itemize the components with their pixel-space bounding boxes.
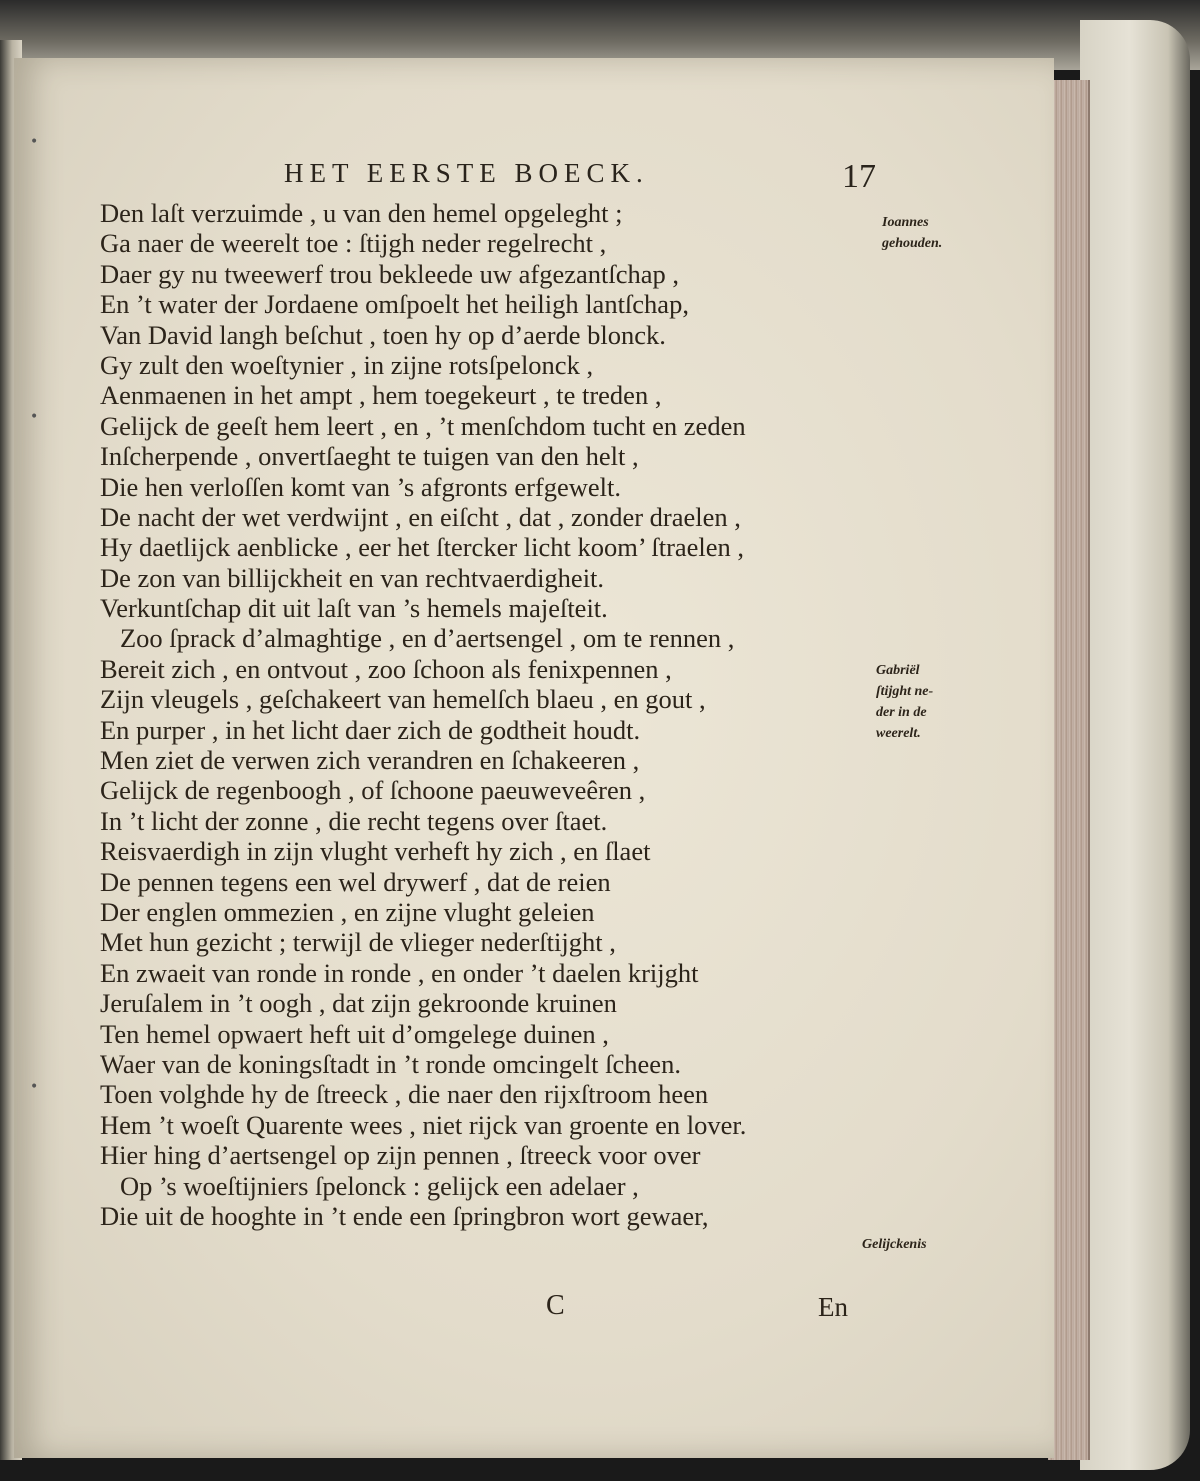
vellum-cover [1080, 20, 1190, 1470]
poem-line: Waer van de koningsſtadt in ’t ronde omcingelt ſcheen. [100, 1048, 681, 1079]
poem-line: De nacht der wet verdwijnt , en eiſcht , dat , zonder draelen , [100, 501, 741, 532]
poem-line: Gelijck de regenboogh , of ſchoone paeuweveêren , [100, 775, 646, 806]
poem-line: Die uit de hooghte in ’t ende een ſpringbron wort gewaer, [100, 1200, 709, 1231]
poem-line: En purper , in het licht daer zich de godtheit houdt. [100, 714, 641, 745]
poem-line: Reisvaerdigh in zijn vlught verheft hy zich , en ſlaet [100, 836, 651, 867]
margin-note-line: gehouden. [882, 236, 943, 251]
gutter-dot-icon: • [30, 1079, 39, 1095]
margin-note-gelijckenis [862, 1234, 927, 1255]
poem-line: Men ziet de verwen zich verandren en ſchakeeren , [100, 745, 640, 776]
margin-note-line: der in de [876, 705, 927, 720]
poem-line: Aenmaenen in het ampt , hem toegekeurt , te treden , [100, 380, 662, 411]
poem-line: Hier hing d’aertsengel op zijn pennen , ſtreeck voor over [100, 1140, 701, 1171]
margin-note-line: ſtijght ne- [876, 684, 934, 699]
poem-line: Inſcherpende , onvertſaeght te tuigen van den helt , [100, 441, 639, 472]
poem-line: Hem ’t woeſt Quarente wees , niet rijck van groente en lover. [100, 1109, 747, 1140]
poem-line: Die hen verloſſen komt van ’s afgronts erfgewelt. [100, 471, 622, 502]
gutter-dot-icon: • [30, 409, 39, 425]
margin-note-line: weerelt. [876, 726, 921, 741]
page-number: 17 [842, 158, 876, 195]
poem-line: Met hun gezicht ; terwijl de vlieger nederſtijght , [100, 927, 616, 958]
margin-note-line: Ioannes [882, 215, 929, 230]
poem-line: Zoo ſprack d’almaghtige , en d’aertsengel , om te rennen , [120, 623, 735, 654]
poem-line: Toen volghde hy de ſtreeck , die naer den rijxſtroom heen [100, 1079, 709, 1110]
poem-line: Van David langh beſchut , toen hy op d’aerde blonck. [100, 319, 666, 350]
margin-note-gabriel [876, 660, 933, 744]
running-head: HET EERSTE BOECK. [284, 158, 649, 188]
poem-line: Zijn vleugels , geſchakeert van hemelſch blaeu , en gout , [100, 684, 706, 715]
poem-line: Ten hemel opwaert heft uit d’omgelege duinen , [100, 1018, 609, 1049]
poem-line: Ga naer de weerelt toe : ſtijgh neder regelrecht , [100, 228, 607, 259]
poem-text [100, 198, 870, 1231]
poem-line: Der englen ommezien , en zijne vlught geleien [100, 896, 595, 927]
poem-line: Gelijck de geeſt hem leert , en , ’t menſchdom tucht en zeden [100, 410, 746, 441]
poem-line: De pennen tegens een wel drywerf , dat de reien [100, 866, 611, 897]
poem-line: Daer gy nu tweewerf trou bekleede uw afgezantſchap , [100, 258, 680, 289]
poem-line: Bereit zich , en ontvout , zoo ſchoon als fenixpennen , [100, 653, 672, 684]
catchword: En [818, 1292, 848, 1322]
poem-line: Hy daetlijck aenblicke , eer het ſtercker licht koom’ ſtraelen , [100, 532, 745, 563]
poem-line: En zwaeit van ronde in ronde , en onder ’t daelen krijght [100, 957, 699, 988]
page-fore-edge [1048, 80, 1090, 1460]
poem-line: De zon van billijckheit en van rechtvaerdigheit. [100, 562, 605, 593]
margin-note-line: Gelijckenis [862, 1237, 927, 1252]
poem-line: Den laſt verzuimde , u van den hemel opgeleght ; [100, 198, 623, 228]
margin-note-ioannes [882, 212, 942, 254]
poem-line: Verkuntſchap dit uit laſt van ’s hemels majeſteit. [100, 593, 608, 624]
poem-line: Op ’s woeſtijniers ſpelonck : gelijck een adelaer , [120, 1170, 639, 1201]
margin-note-line: Gabriël [876, 663, 920, 678]
poem-line: In ’t licht der zonne , die recht tegens over ſtaet. [100, 805, 608, 836]
poem-line: Jeruſalem in ’t oogh , dat zijn gekroonde kruinen [100, 988, 617, 1019]
poem-line: En ’t water der Jordaene omſpoelt het heiligh lantſchap, [100, 289, 689, 320]
signature-mark: C [546, 1290, 565, 1321]
poem-line: Gy zult den woeſtynier , in zijne rotsſpelonck , [100, 349, 594, 380]
gutter-dot-icon: • [30, 134, 39, 150]
